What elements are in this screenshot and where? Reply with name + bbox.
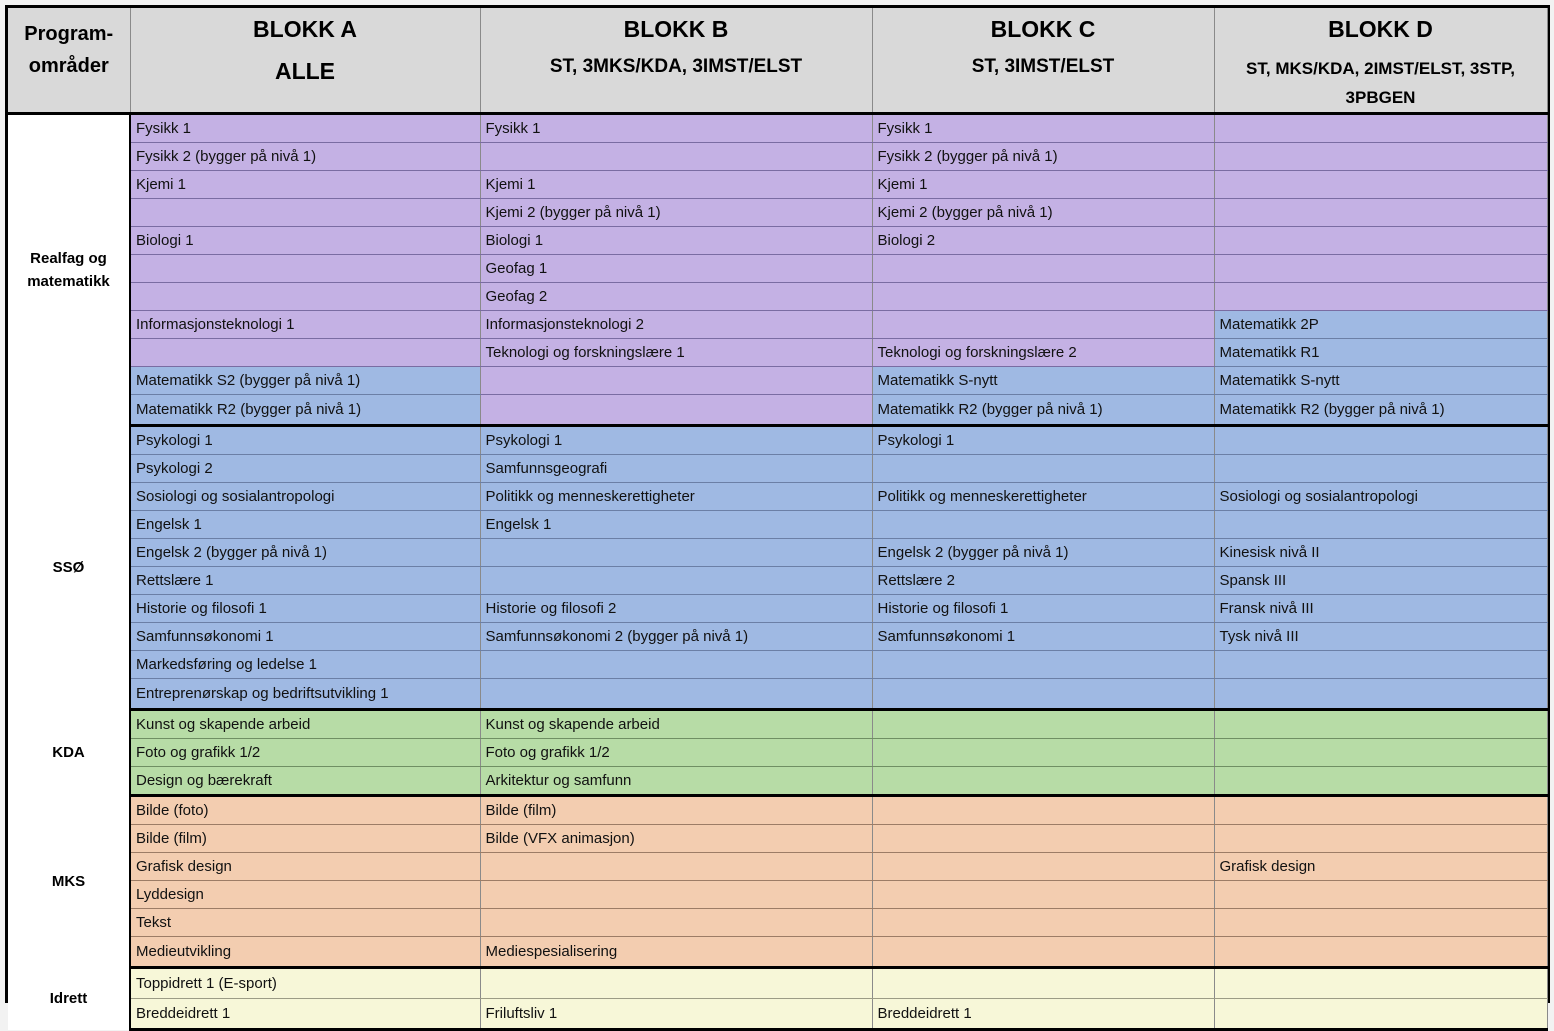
header-row [8, 8, 1547, 114]
subject-cell[interactable]: Entreprenørskap og bedriftsutvikling 1 [130, 679, 480, 710]
subject-cell[interactable] [872, 881, 1214, 909]
subject-cell[interactable] [480, 539, 872, 567]
subject-cell[interactable]: Informasjonsteknologi 2 [480, 311, 872, 339]
subject-cell[interactable] [1214, 937, 1547, 968]
blokk-b-subtitle: ST, 3MKS/KDA, 3IMST/ELST [549, 56, 803, 77]
grid-body [8, 114, 1547, 1030]
subject-cell[interactable] [872, 853, 1214, 881]
subject-cell[interactable]: Kjemi 1 [872, 171, 1214, 199]
table-row [8, 426, 1547, 455]
header-blokk-d[interactable] [1214, 8, 1547, 114]
subject-cell[interactable] [1214, 796, 1547, 825]
subject-cell[interactable]: Fysikk 2 (bygger på nivå 1) [872, 143, 1214, 171]
subject-cell[interactable] [1214, 881, 1547, 909]
subject-cell[interactable]: Lyddesign [130, 881, 480, 909]
blokk-d-subtitle: ST, MKS/KDA, 2IMST/ELST, 3STP, 3PBGEN [1246, 59, 1515, 107]
subject-cell[interactable] [1214, 651, 1547, 679]
subject-cell[interactable]: Mediespesialisering [480, 937, 872, 968]
blokk-a-title: BLOKK A [253, 16, 357, 42]
blokk-d-title: BLOKK D [1328, 16, 1433, 42]
subject-cell[interactable]: Engelsk 2 (bygger på nivå 1) [872, 539, 1214, 567]
subject-cell[interactable]: Historie og filosofi 2 [480, 595, 872, 623]
table-row [8, 825, 1547, 853]
subject-cell[interactable]: Bilde (film) [130, 825, 480, 853]
subject-cell[interactable]: Breddeidrett 1 [872, 999, 1214, 1030]
subject-cell[interactable]: Teknologi og forskningslære 1 [480, 339, 872, 367]
subject-cell[interactable] [130, 255, 480, 283]
subject-cell[interactable]: Medieutvikling [130, 937, 480, 968]
program-area-label[interactable]: Idrett [8, 968, 130, 1030]
table-row [8, 367, 1547, 395]
subject-cell[interactable]: Spansk III [1214, 567, 1547, 595]
subject-cell[interactable]: Bilde (foto) [130, 796, 480, 825]
table-row [8, 739, 1547, 767]
table-row [8, 999, 1547, 1030]
table-row [8, 114, 1547, 143]
blokk-c-subtitle: ST, 3IMST/ELST [971, 56, 1115, 77]
subject-cell[interactable]: Teknologi og forskningslære 2 [872, 339, 1214, 367]
subject-cell[interactable]: Biologi 1 [130, 227, 480, 255]
subject-cell[interactable]: Foto og grafikk 1/2 [480, 739, 872, 767]
subject-cell[interactable]: Grafisk design [130, 853, 480, 881]
subject-cell[interactable]: Engelsk 1 [130, 511, 480, 539]
subject-cell[interactable]: Historie og filosofi 1 [872, 595, 1214, 623]
subject-cell[interactable]: Tysk nivå III [1214, 623, 1547, 651]
table-row [8, 968, 1547, 999]
subject-cell[interactable] [872, 968, 1214, 999]
subject-cell[interactable]: Psykologi 1 [130, 426, 480, 455]
subject-cell[interactable]: Psykologi 1 [480, 426, 872, 455]
subject-cell[interactable]: Matematikk R2 (bygger på nivå 1) [1214, 395, 1547, 426]
subject-cell[interactable] [480, 143, 872, 171]
subject-cell[interactable] [480, 651, 872, 679]
table-row [8, 283, 1547, 311]
subject-cell[interactable] [480, 853, 872, 881]
subject-cell[interactable]: Fransk nivå III [1214, 595, 1547, 623]
subject-cell[interactable] [1214, 426, 1547, 455]
subject-cell[interactable]: Engelsk 2 (bygger på nivå 1) [130, 539, 480, 567]
subject-cell[interactable]: Kunst og skapende arbeid [480, 710, 872, 739]
program-area-label[interactable]: SSØ [8, 426, 130, 710]
schedule-sheet [5, 5, 1550, 1022]
subject-cell[interactable] [480, 395, 872, 426]
table-row [8, 651, 1547, 679]
subject-cell[interactable] [1214, 283, 1547, 311]
subject-cell[interactable]: Matematikk S2 (bygger på nivå 1) [130, 367, 480, 395]
subject-cell[interactable]: Bilde (VFX animasjon) [480, 825, 872, 853]
subject-cell[interactable] [872, 796, 1214, 825]
subject-cell[interactable]: Sosiologi og sosialantropologi [1214, 483, 1547, 511]
subject-cell[interactable]: Fysikk 1 [872, 114, 1214, 143]
subject-cell[interactable] [872, 767, 1214, 796]
subject-cell[interactable] [872, 679, 1214, 710]
subject-cell[interactable] [1214, 999, 1547, 1030]
subject-cell[interactable]: Psykologi 1 [872, 426, 1214, 455]
blokk-c-title: BLOKK C [990, 16, 1096, 42]
program-area-label[interactable]: MKS [8, 796, 130, 968]
subject-cell[interactable]: Samfunnsøkonomi 1 [872, 623, 1214, 651]
subject-cell[interactable]: Engelsk 1 [480, 511, 872, 539]
subject-cell[interactable]: Matematikk S-nytt [1214, 367, 1547, 395]
table-row [8, 909, 1547, 937]
table-row [8, 623, 1547, 651]
subject-cell[interactable]: Matematikk 2P [1214, 311, 1547, 339]
subject-cell[interactable]: Rettslære 2 [872, 567, 1214, 595]
subject-cell[interactable]: Kunst og skapende arbeid [130, 710, 480, 739]
subject-grid [8, 8, 1548, 1031]
header-blokk-a[interactable] [130, 8, 480, 114]
table-row [8, 767, 1547, 796]
subject-cell[interactable] [130, 283, 480, 311]
table-row [8, 567, 1547, 595]
table-row [8, 143, 1547, 171]
table-row [8, 227, 1547, 255]
subject-cell[interactable]: Matematikk R1 [1214, 339, 1547, 367]
table-row [8, 595, 1547, 623]
subject-cell[interactable]: Informasjonsteknologi 1 [130, 311, 480, 339]
subject-cell[interactable]: Grafisk design [1214, 853, 1547, 881]
subject-cell[interactable]: Rettslære 1 [130, 567, 480, 595]
subject-cell[interactable]: Matematikk S-nytt [872, 367, 1214, 395]
subject-cell[interactable]: Historie og filosofi 1 [130, 595, 480, 623]
subject-cell[interactable]: Matematikk R2 (bygger på nivå 1) [872, 395, 1214, 426]
table-row [8, 339, 1547, 367]
subject-cell[interactable]: Markedsføring og ledelse 1 [130, 651, 480, 679]
table-row [8, 255, 1547, 283]
program-area-label[interactable]: KDA [8, 710, 130, 796]
subject-cell[interactable] [1214, 227, 1547, 255]
subject-cell[interactable] [872, 739, 1214, 767]
subject-cell[interactable] [872, 825, 1214, 853]
subject-cell[interactable] [872, 710, 1214, 739]
subject-cell[interactable]: Toppidrett 1 (E-sport) [130, 968, 480, 999]
table-row [8, 881, 1547, 909]
subject-cell[interactable] [1214, 739, 1547, 767]
table-row [8, 455, 1547, 483]
subject-cell[interactable] [872, 651, 1214, 679]
subject-cell[interactable]: Politikk og menneskerettigheter [872, 483, 1214, 511]
subject-cell[interactable] [1214, 825, 1547, 853]
subject-cell[interactable]: Bilde (film) [480, 796, 872, 825]
subject-cell[interactable]: Samfunnsøkonomi 2 (bygger på nivå 1) [480, 623, 872, 651]
subject-cell[interactable]: Samfunnsgeografi [480, 455, 872, 483]
blokk-b-title: BLOKK B [623, 16, 729, 42]
table-row [8, 311, 1547, 339]
subject-cell[interactable] [872, 511, 1214, 539]
subject-cell[interactable] [872, 455, 1214, 483]
subject-cell[interactable]: Biologi 1 [480, 227, 872, 255]
subject-cell[interactable]: Arkitektur og samfunn [480, 767, 872, 796]
subject-cell[interactable] [1214, 968, 1547, 999]
table-row [8, 511, 1547, 539]
subject-cell[interactable]: Samfunnsøkonomi 1 [130, 623, 480, 651]
subject-cell[interactable] [872, 937, 1214, 968]
subject-cell[interactable] [480, 367, 872, 395]
subject-cell[interactable] [1214, 114, 1547, 143]
header-blokk-b[interactable] [480, 8, 872, 114]
subject-cell[interactable]: Sosiologi og sosialantropologi [130, 483, 480, 511]
subject-cell[interactable]: Fysikk 1 [480, 114, 872, 143]
subject-cell[interactable] [1214, 171, 1547, 199]
subject-cell[interactable] [480, 968, 872, 999]
subject-cell[interactable] [872, 311, 1214, 339]
table-row [8, 937, 1547, 968]
subject-cell[interactable]: Kinesisk nivå II [1214, 539, 1547, 567]
subject-cell[interactable]: Breddeidrett 1 [130, 999, 480, 1030]
table-row [8, 199, 1547, 227]
program-area-label[interactable]: Realfag og matematikk [8, 114, 130, 426]
table-row [8, 483, 1547, 511]
subject-cell[interactable] [130, 199, 480, 227]
subject-cell[interactable] [1214, 710, 1547, 739]
subject-cell[interactable] [1214, 143, 1547, 171]
table-row [8, 395, 1547, 426]
subject-cell[interactable] [1214, 679, 1547, 710]
table-row [8, 539, 1547, 567]
table-row [8, 710, 1547, 739]
subject-cell[interactable]: Design og bærekraft [130, 767, 480, 796]
subject-cell[interactable] [1214, 909, 1547, 937]
subject-cell[interactable] [1214, 511, 1547, 539]
header-program-label: Program- områder [24, 23, 114, 77]
subject-cell[interactable]: Fysikk 1 [130, 114, 480, 143]
subject-cell[interactable]: Tekst [130, 909, 480, 937]
subject-cell[interactable]: Psykologi 2 [130, 455, 480, 483]
header-blokk-c[interactable] [872, 8, 1214, 114]
subject-cell[interactable]: Fysikk 2 (bygger på nivå 1) [130, 143, 480, 171]
subject-cell[interactable] [480, 679, 872, 710]
subject-cell[interactable] [480, 881, 872, 909]
blokk-a-subtitle: ALLE [274, 58, 336, 84]
subject-cell[interactable] [872, 283, 1214, 311]
subject-cell[interactable] [1214, 767, 1547, 796]
subject-cell[interactable] [1214, 455, 1547, 483]
subject-cell[interactable]: Kjemi 2 (bygger på nivå 1) [480, 199, 872, 227]
subject-cell[interactable]: Geofag 2 [480, 283, 872, 311]
subject-cell[interactable]: Politikk og menneskerettigheter [480, 483, 872, 511]
subject-cell[interactable] [872, 255, 1214, 283]
subject-cell[interactable]: Friluftsliv 1 [480, 999, 872, 1030]
subject-cell[interactable] [1214, 255, 1547, 283]
table-row [8, 679, 1547, 710]
table-row [8, 796, 1547, 825]
subject-cell[interactable]: Kjemi 2 (bygger på nivå 1) [872, 199, 1214, 227]
subject-cell[interactable] [480, 909, 872, 937]
subject-cell[interactable] [1214, 199, 1547, 227]
subject-cell[interactable]: Foto og grafikk 1/2 [130, 739, 480, 767]
subject-cell[interactable]: Matematikk R2 (bygger på nivå 1) [130, 395, 480, 426]
subject-cell[interactable] [480, 567, 872, 595]
subject-cell[interactable]: Kjemi 1 [480, 171, 872, 199]
subject-cell[interactable]: Kjemi 1 [130, 171, 480, 199]
table-row [8, 853, 1547, 881]
subject-cell[interactable] [872, 909, 1214, 937]
subject-cell[interactable]: Biologi 2 [872, 227, 1214, 255]
subject-cell[interactable]: Geofag 1 [480, 255, 872, 283]
header-program-areas[interactable] [8, 8, 130, 114]
subject-cell[interactable] [130, 339, 480, 367]
table-row [8, 171, 1547, 199]
